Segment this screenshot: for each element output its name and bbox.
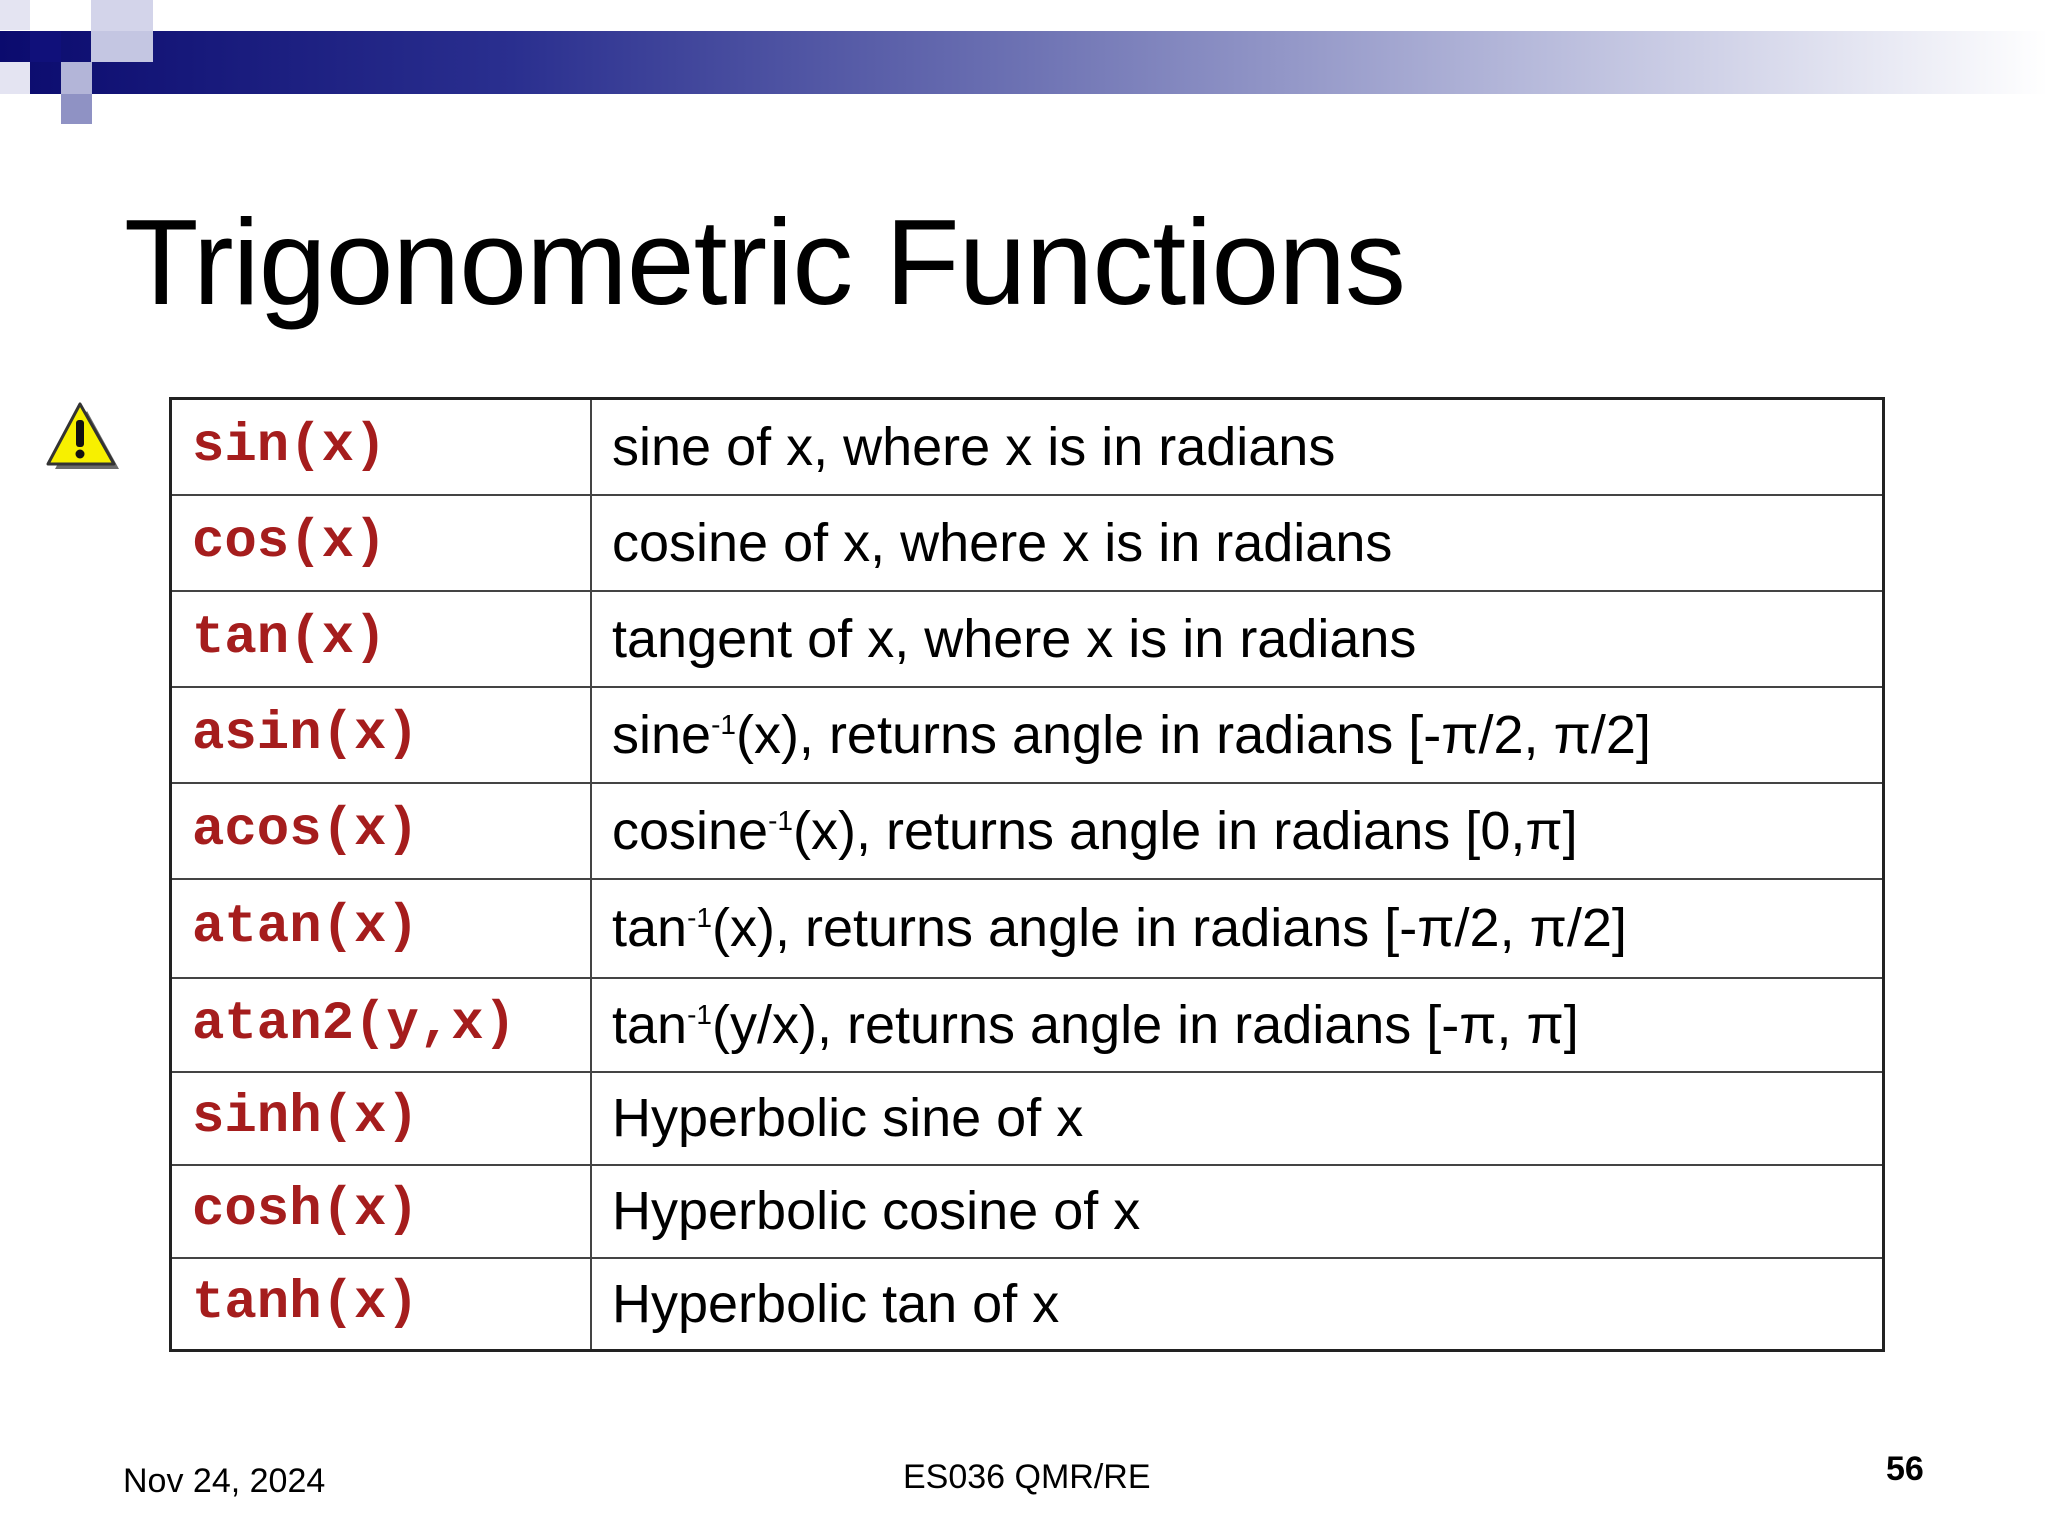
function-code: acos(x)	[171, 783, 592, 879]
function-code: atan(x)	[171, 879, 592, 978]
header-square	[0, 0, 30, 30]
function-description	[591, 399, 1884, 495]
function-description-text: cosine	[612, 800, 769, 861]
page-number: 56	[1886, 1450, 1924, 1488]
header-square	[0, 62, 30, 94]
function-code: sin(x)	[171, 399, 592, 495]
function-description-rest: (y/x), returns angle in radians [-π, π]	[711, 994, 1579, 1055]
function-description-superscript: -1	[687, 998, 712, 1030]
function-description-text: cosine of x, where x is in radians	[612, 512, 1393, 573]
function-description-text: Hyperbolic tan of x	[612, 1273, 1060, 1334]
function-description-rest: (x), returns angle in radians [-π/2, π/2]	[711, 898, 1627, 958]
footer-course: ES036 QMR/RE	[903, 1458, 1151, 1496]
function-code: sinh(x)	[171, 1072, 592, 1165]
table-row	[171, 495, 1884, 591]
function-description-superscript: -1	[687, 902, 712, 933]
function-description-text: tan	[612, 994, 688, 1055]
table-row	[171, 879, 1884, 978]
function-code: tan(x)	[171, 591, 592, 687]
table-row	[171, 687, 1884, 783]
function-code: asin(x)	[171, 687, 592, 783]
header-square	[61, 62, 92, 94]
header-square	[91, 0, 153, 31]
function-description	[591, 1072, 1884, 1165]
function-description	[591, 978, 1884, 1072]
function-description-superscript: -1	[711, 708, 736, 740]
function-description	[591, 1165, 1884, 1258]
header-square	[61, 94, 92, 124]
table-row	[171, 1165, 1884, 1258]
table-row	[171, 399, 1884, 495]
function-code: cos(x)	[171, 495, 592, 591]
function-description-text: Hyperbolic cosine of x	[612, 1181, 1141, 1241]
warning-triangle-icon	[44, 400, 120, 474]
function-description	[591, 495, 1884, 591]
function-description	[591, 783, 1884, 879]
header-gradient-bar	[0, 31, 2048, 94]
table-row	[171, 1072, 1884, 1165]
function-code: tanh(x)	[171, 1258, 592, 1351]
function-description-rest: (x), returns angle in radians [-π/2, π/2]	[735, 704, 1651, 765]
function-description-text: tangent of x, where x is in radians	[612, 608, 1417, 669]
function-description-text: Hyperbolic sine of x	[612, 1088, 1084, 1148]
function-code: atan2(y,x)	[171, 978, 592, 1072]
function-description-superscript: -1	[768, 804, 793, 836]
function-description-text: sine	[612, 704, 712, 765]
table-row	[171, 978, 1884, 1072]
function-description	[591, 1258, 1884, 1351]
function-code: cosh(x)	[171, 1165, 592, 1258]
table-row	[171, 1258, 1884, 1351]
function-description-text: sine of x, where x is in radians	[612, 416, 1336, 477]
table-row	[171, 783, 1884, 879]
slide-title: Trigonometric Functions	[124, 194, 1406, 330]
function-description	[591, 591, 1884, 687]
function-description	[591, 879, 1884, 978]
header-square	[30, 31, 61, 62]
function-description-rest: (x), returns angle in radians [0,π]	[793, 800, 1578, 861]
function-description	[591, 687, 1884, 783]
functions-table	[169, 397, 1885, 1352]
footer-date: Nov 24, 2024	[123, 1462, 326, 1500]
header-square	[91, 31, 153, 62]
table-row	[171, 591, 1884, 687]
function-description-text: tan	[612, 898, 688, 958]
